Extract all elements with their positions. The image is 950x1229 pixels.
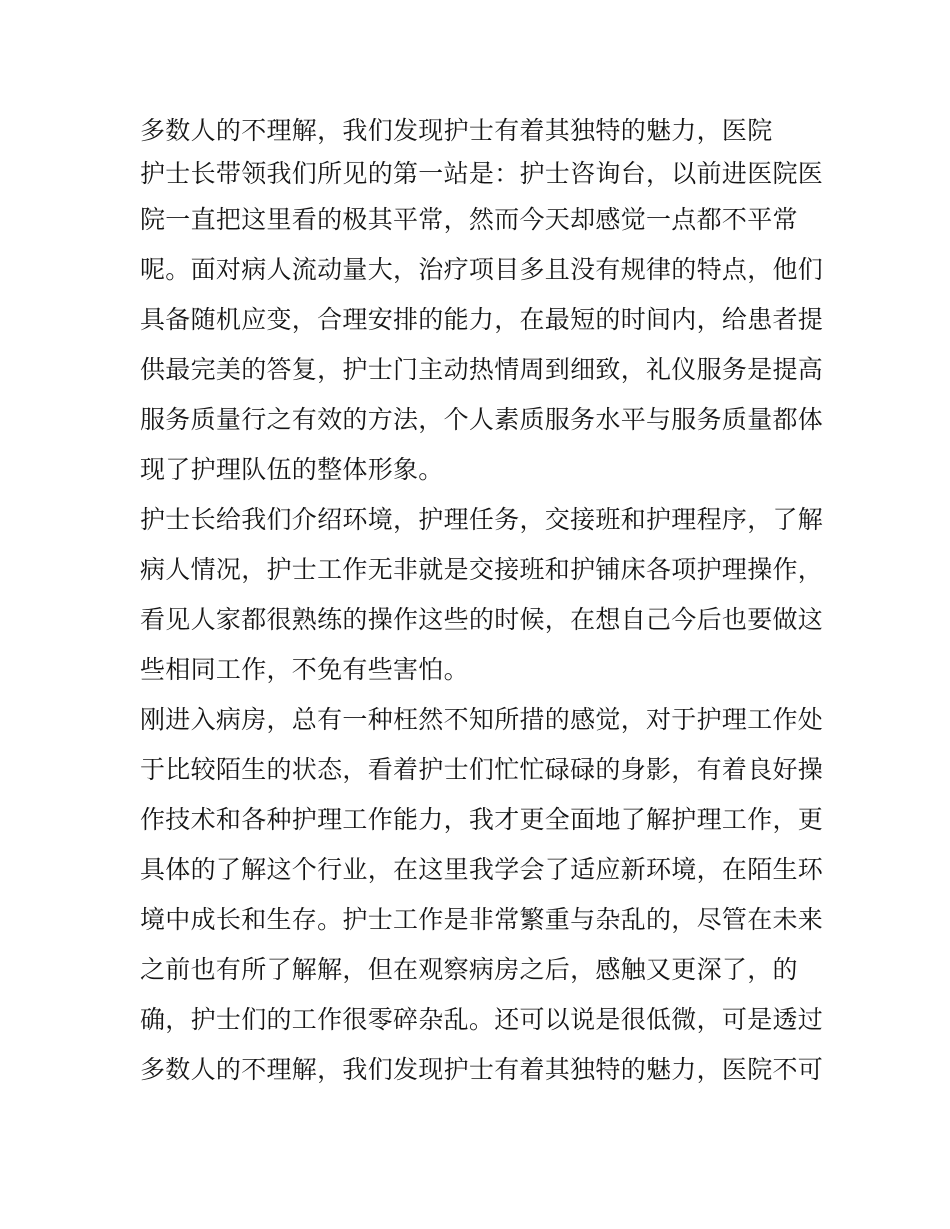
- text-line: 服务质量行之有效的方法，个人素质服务水平与服务质量都体: [140, 405, 824, 434]
- text-line: 些相同工作，不免有些害怕。: [140, 655, 469, 684]
- text-line: 具备随机应变，合理安排的能力，在最短的时间内，给患者提: [140, 305, 824, 334]
- text-line: 境中成长和生存。护士工作是非常繁重与杂乱的，尽管在未来: [140, 905, 824, 934]
- text-line: 具体的了解这个行业，在这里我学会了适应新环境，在陌生环: [140, 855, 824, 884]
- text-line: 现了护理队伍的整体形象。: [140, 455, 444, 484]
- text-line: 院一直把这里看的极其平常，然而今天却感觉一点都不平常: [140, 205, 798, 234]
- text-line: 呢。面对病人流动量大，治疗项目多且没有规律的特点，他们: [140, 255, 824, 284]
- text-line: 供最完美的答复，护士门主动热情周到细致，礼仪服务是提高: [140, 355, 824, 384]
- text-line: 多数人的不理解，我们发现护士有着其独特的魅力，医院不可: [140, 1055, 824, 1084]
- document-body: [140, 109, 824, 1095]
- text-line: 作技术和各种护理工作能力，我才更全面地了解护理工作，更: [140, 805, 824, 834]
- text-line: 看见人家都很熟练的操作这些的时候，在想自己今后也要做这: [140, 605, 824, 634]
- text-line: 多数人的不理解，我们发现护士有着其独特的魅力，医院: [140, 116, 773, 145]
- text-line: 护士长给我们介绍环境，护理任务，交接班和护理程序，了解: [140, 505, 824, 534]
- text-line: 病人情况，护士工作无非就是交接班和护铺床各项护理操作，: [140, 555, 824, 584]
- text-line: 之前也有所了解解，但在观察病房之后，感触又更深了，的: [140, 955, 798, 984]
- text-line: 于比较陌生的状态，看着护士们忙忙碌碌的身影，有着良好操: [140, 755, 824, 784]
- text-line: 护士长带领我们所见的第一站是：护士咨询台，以前进医院医: [140, 159, 824, 188]
- text-line: 确，护士们的工作很零碎杂乱。还可以说是很低微，可是透过: [140, 1005, 824, 1034]
- text-line: 刚进入病房，总有一种枉然不知所措的感觉，对于护理工作处: [140, 705, 824, 734]
